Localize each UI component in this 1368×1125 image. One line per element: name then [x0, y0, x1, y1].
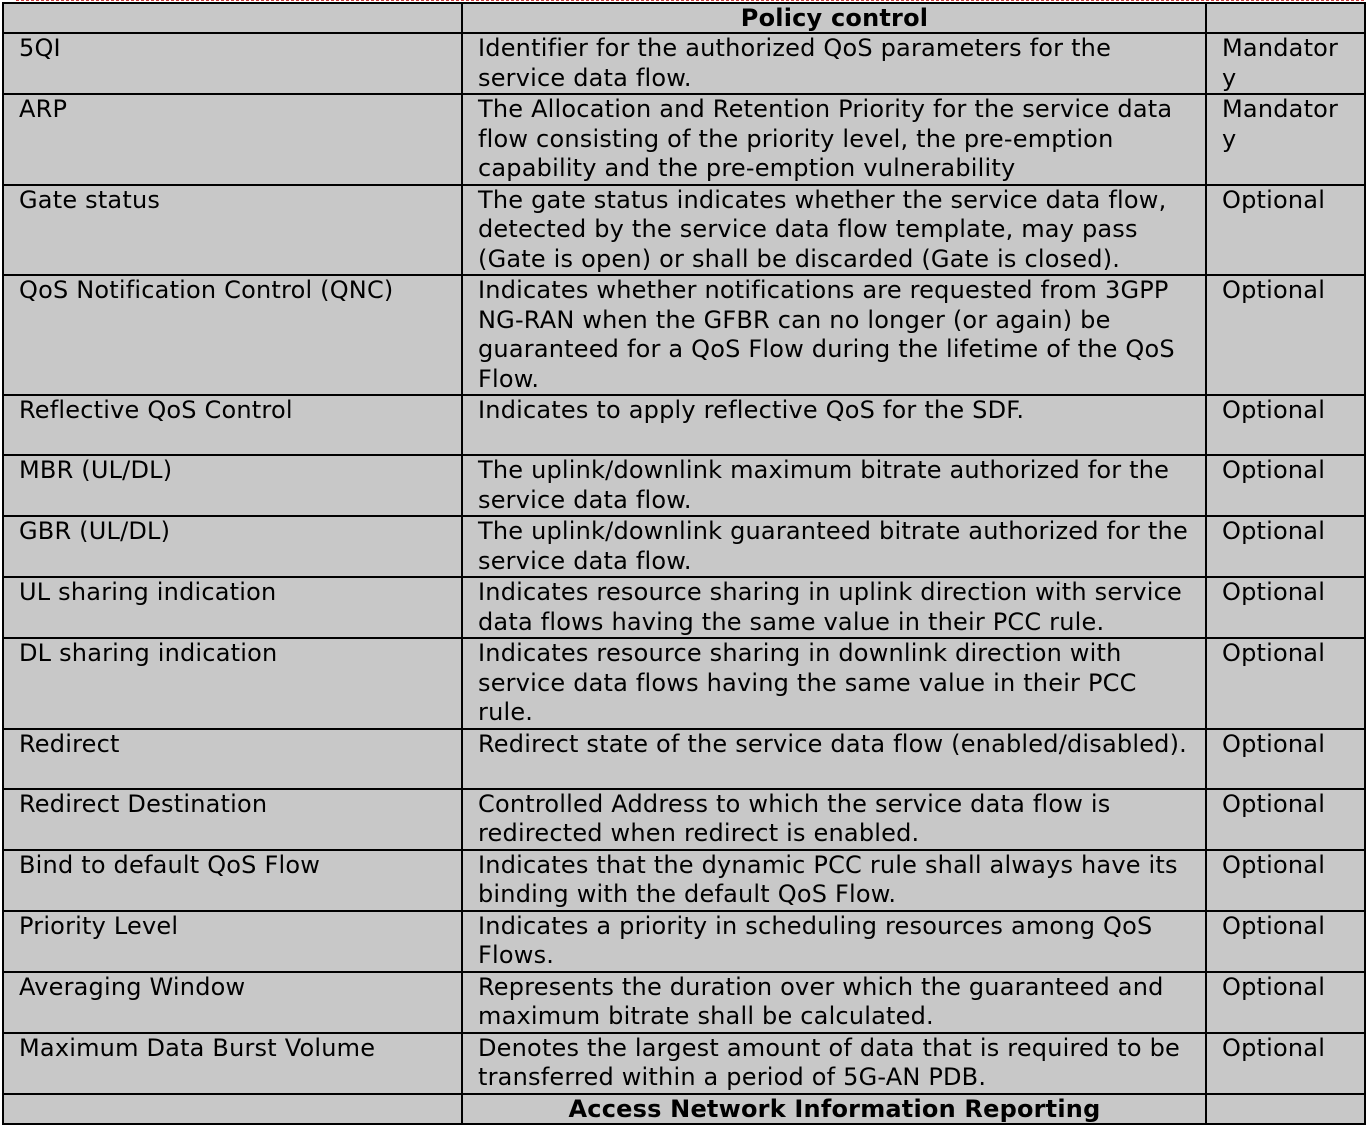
- parameter-category: Optional: [1206, 911, 1365, 972]
- parameter-description: The gate status indicates whether the service data flow, detected by the service data flow template, may pass (Gate is open) or shall be discarded (Gate is closed).: [462, 185, 1206, 276]
- table-row: [3, 1033, 1365, 1094]
- parameter-name: Redirect: [3, 729, 462, 789]
- table-row: [3, 789, 1365, 850]
- table-row: [3, 455, 1365, 516]
- parameter-description: Denotes the largest amount of data that is required to be transferred within a period of 5G-AN PDB.: [462, 1033, 1206, 1094]
- parameter-name: GBR (UL/DL): [3, 516, 462, 577]
- parameter-category: Mandatory: [1206, 94, 1365, 185]
- empty-cell: [3, 1094, 462, 1124]
- pcc-rule-parameters-table: [2, 2, 1366, 1125]
- parameter-description: Indicates that the dynamic PCC rule shall always have its binding with the default QoS Flow.: [462, 850, 1206, 911]
- parameter-name: Priority Level: [3, 911, 462, 972]
- parameter-description: Represents the duration over which the guaranteed and maximum bitrate shall be calculated.: [462, 972, 1206, 1033]
- table-row: [3, 516, 1365, 577]
- parameter-category: Optional: [1206, 972, 1365, 1033]
- parameter-description: Indicates resource sharing in uplink direction with service data flows having the same value in their PCC rule.: [462, 577, 1206, 638]
- table-row: [3, 729, 1365, 789]
- parameter-description: Redirect state of the service data flow (enabled/disabled).: [462, 729, 1206, 789]
- table-row: [3, 911, 1365, 972]
- section-heading: Policy control: [462, 3, 1206, 33]
- table-row: [3, 185, 1365, 276]
- parameter-name: ARP: [3, 94, 462, 185]
- parameter-description: Indicates a priority in scheduling resources among QoS Flows.: [462, 911, 1206, 972]
- parameter-name: Bind to default QoS Flow: [3, 850, 462, 911]
- parameter-name: MBR (UL/DL): [3, 455, 462, 516]
- parameter-description: Indicates whether notifications are requested from 3GPP NG-RAN when the GFBR can no longer (or again) be guaranteed for a QoS Flow during the lifetime of the QoS Flow.: [462, 275, 1206, 395]
- parameter-name: QoS Notification Control (QNC): [3, 275, 462, 395]
- parameter-category: Optional: [1206, 789, 1365, 850]
- empty-cell: [1206, 3, 1365, 33]
- parameter-name: Redirect Destination: [3, 789, 462, 850]
- parameter-category: Optional: [1206, 455, 1365, 516]
- section-row-policy-control: [3, 3, 1365, 33]
- parameter-name: UL sharing indication: [3, 577, 462, 638]
- parameter-category: Optional: [1206, 185, 1365, 276]
- section-row-access-network: [3, 1094, 1365, 1124]
- parameter-name: Averaging Window: [3, 972, 462, 1033]
- parameter-category: Optional: [1206, 275, 1365, 395]
- parameter-description: The uplink/downlink maximum bitrate authorized for the service data flow.: [462, 455, 1206, 516]
- table-row: [3, 94, 1365, 185]
- page-boundary-line: [16, 0, 1364, 1]
- parameter-description: Controlled Address to which the service data flow is redirected when redirect is enabled.: [462, 789, 1206, 850]
- parameter-category: Optional: [1206, 395, 1365, 455]
- table-row: [3, 972, 1365, 1033]
- parameter-description: The uplink/downlink guaranteed bitrate authorized for the service data flow.: [462, 516, 1206, 577]
- parameter-category: Optional: [1206, 850, 1365, 911]
- parameter-category: Optional: [1206, 516, 1365, 577]
- parameter-description: Indicates resource sharing in downlink direction with service data flows having the same value in their PCC rule.: [462, 638, 1206, 729]
- parameter-category: Optional: [1206, 577, 1365, 638]
- parameter-category: Optional: [1206, 1033, 1365, 1094]
- parameter-category: Optional: [1206, 638, 1365, 729]
- table-row: [3, 577, 1365, 638]
- parameter-name: Gate status: [3, 185, 462, 276]
- empty-cell: [1206, 1094, 1365, 1124]
- table-row: [3, 638, 1365, 729]
- empty-cell: [3, 3, 462, 33]
- parameter-description: Indicates to apply reflective QoS for the SDF.: [462, 395, 1206, 455]
- parameter-name: Maximum Data Burst Volume: [3, 1033, 462, 1094]
- parameter-description: Identifier for the authorized QoS parameters for the service data flow.: [462, 33, 1206, 94]
- table-row: [3, 275, 1365, 395]
- section-heading: Access Network Information Reporting: [462, 1094, 1206, 1124]
- parameter-category: Optional: [1206, 729, 1365, 789]
- parameter-name: 5QI: [3, 33, 462, 94]
- parameter-description: The Allocation and Retention Priority for the service data flow consisting of the priority level, the pre-emption capability and the pre-emption vulnerability: [462, 94, 1206, 185]
- table-row: [3, 33, 1365, 94]
- table-row: [3, 850, 1365, 911]
- parameter-name: Reflective QoS Control: [3, 395, 462, 455]
- parameter-category: Mandatory: [1206, 33, 1365, 94]
- table-row: [3, 395, 1365, 455]
- parameter-name: DL sharing indication: [3, 638, 462, 729]
